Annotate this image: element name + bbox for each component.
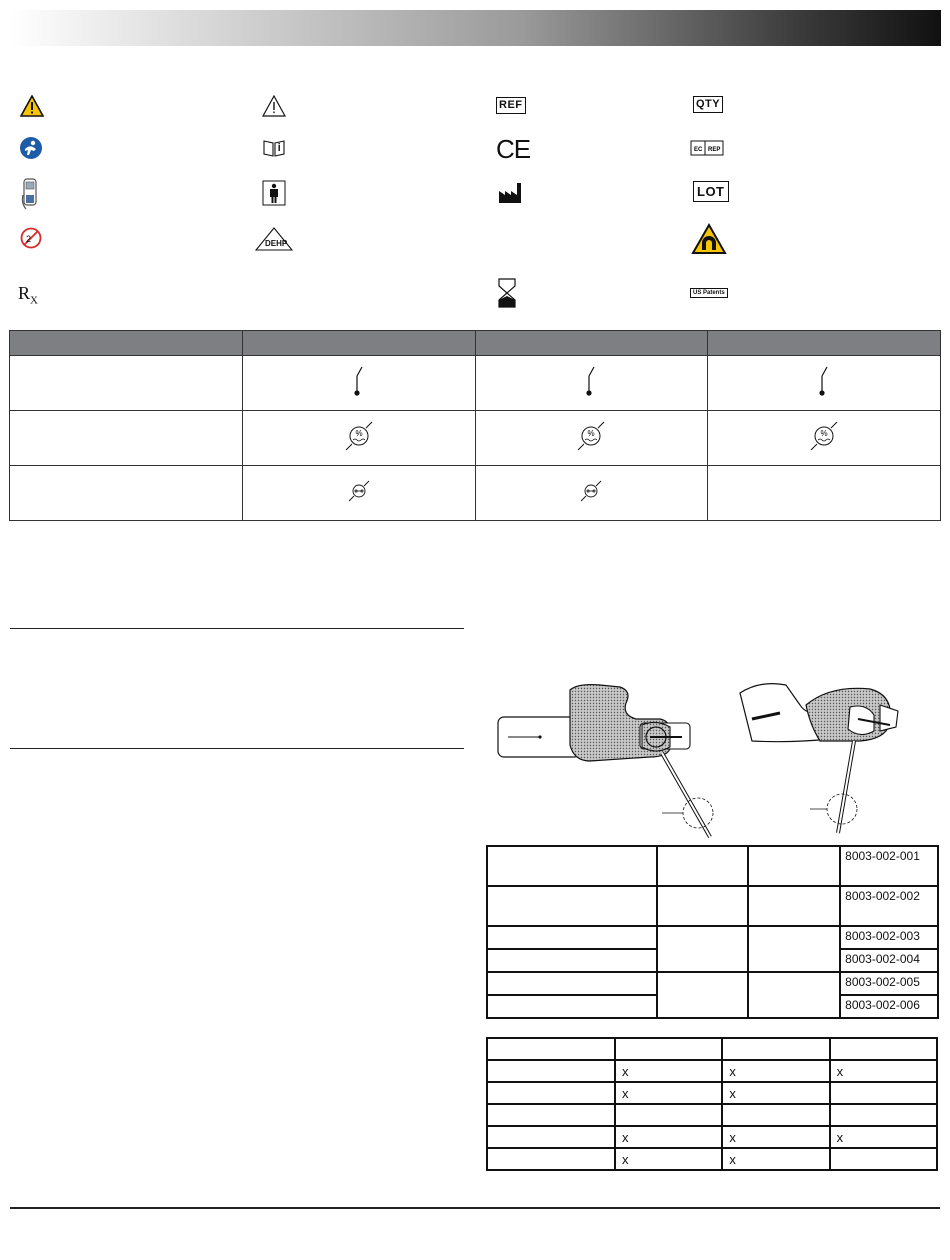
dehp-icon [255, 227, 293, 251]
part-number: 8003-002-006 [840, 995, 938, 1018]
svg-text:2: 2 [26, 234, 32, 244]
compatibility-table [486, 1037, 938, 1171]
check-mark [615, 1104, 722, 1126]
pressure-icon [580, 480, 602, 502]
check-mark [830, 1148, 937, 1170]
use-by-icon [498, 278, 516, 308]
check-mark: x [615, 1148, 722, 1170]
env-row-temperature [10, 356, 941, 411]
check-mark: x [722, 1148, 829, 1170]
check-mark [722, 1104, 829, 1126]
check-mark: x [615, 1060, 722, 1082]
ce-mark-icon: CE [496, 134, 531, 164]
env-row-humidity [10, 411, 941, 466]
check-mark: x [615, 1126, 722, 1148]
env-header-cell [10, 331, 243, 356]
svg-text:DEHP: DEHP [265, 239, 288, 248]
part-number: 8003-002-003 [840, 926, 938, 949]
table-row [487, 1060, 937, 1082]
svg-text:%: % [587, 428, 596, 438]
part-number: 8003-002-001 [840, 846, 938, 886]
part-number: 8003-002-004 [840, 949, 938, 972]
lot-icon: LOT [693, 181, 729, 202]
env-header-cell [475, 331, 708, 356]
mr-unsafe-icon [691, 223, 727, 255]
temperature-icon [817, 364, 831, 398]
table-row [487, 1104, 937, 1126]
part-number: 8003-002-002 [840, 886, 938, 926]
caution-icon [262, 95, 286, 117]
ec-rep-icon [690, 140, 724, 156]
humidity-icon [576, 420, 606, 452]
svg-text:EC: EC [694, 147, 703, 153]
follow-instructions-icon [19, 136, 43, 160]
single-patient-icon [262, 180, 286, 206]
check-mark: x [722, 1126, 829, 1148]
part-number: 8003-002-005 [840, 972, 938, 995]
do-not-reuse-icon [20, 227, 42, 249]
environment-table [9, 330, 941, 521]
env-row-label [10, 356, 243, 411]
warning-icon [20, 95, 44, 117]
table-row [487, 1038, 937, 1060]
footer-rule [10, 1207, 940, 1209]
table-row [487, 972, 938, 995]
check-mark: x [615, 1082, 722, 1104]
env-row-pressure [10, 466, 941, 521]
consult-ifu-icon [262, 138, 286, 158]
manufacturer-icon [498, 182, 522, 204]
rx-only-icon: $R_X$ [18, 283, 38, 307]
svg-text:%: % [355, 428, 363, 438]
controller-icon [20, 177, 42, 211]
section-divider [10, 748, 464, 749]
humidity-icon [809, 420, 839, 452]
pressure-icon [348, 480, 370, 502]
env-header-cell [243, 331, 476, 356]
check-mark [830, 1104, 937, 1126]
ref-icon: REF [496, 97, 526, 114]
humidity-icon [344, 420, 374, 452]
table-row [487, 1126, 937, 1148]
check-mark [830, 1082, 937, 1104]
table-row [487, 926, 938, 949]
svg-text:REP: REP [708, 147, 721, 153]
check-mark: x [830, 1126, 937, 1148]
table-row [487, 1082, 937, 1104]
table-row [487, 1148, 937, 1170]
part-number-table [486, 845, 939, 1019]
check-mark: x [830, 1060, 937, 1082]
us-patents-icon: US Patents [690, 288, 728, 298]
env-header-cell [708, 331, 941, 356]
check-mark: x [722, 1060, 829, 1082]
check-mark: x [722, 1082, 829, 1104]
qty-icon: QTY [693, 96, 723, 113]
table-row [487, 846, 938, 886]
temperature-icon [352, 364, 366, 398]
svg-text:%: % [820, 428, 828, 438]
table-row [487, 886, 938, 926]
temperature-icon [584, 364, 598, 398]
env-row-label [10, 411, 243, 466]
cuff-illustration [490, 675, 940, 843]
env-row-label [10, 466, 243, 521]
section-divider [10, 628, 464, 629]
header-bar [10, 10, 941, 46]
